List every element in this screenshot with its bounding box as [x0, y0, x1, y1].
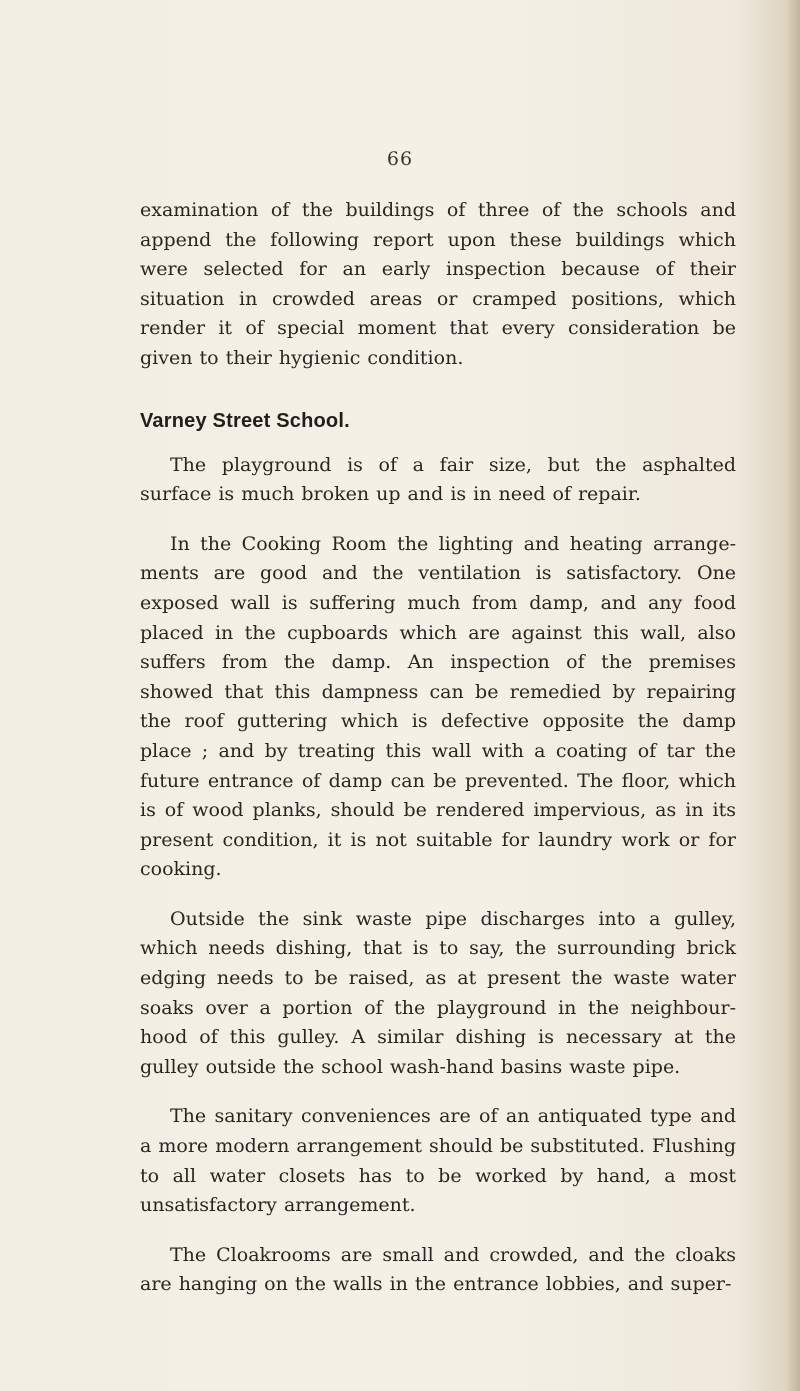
page-number: 66 — [386, 148, 414, 170]
paragraph-gap — [140, 1221, 736, 1241]
paragraph-sanitary: The sanitary conveniences are of an antiquated type and a more modern arrangement should be substituted. Flushing to all water closets has to be worked by hand, a most unsatisfactory arrangement. — [140, 1105, 736, 1217]
paragraph-gap — [140, 510, 736, 530]
paragraph-playground: The playground is of a fair size, but the asphalted surface is much broken up and is in need of repair. — [140, 453, 736, 506]
section-heading: Varney Street School. — [140, 409, 350, 432]
intro-paragraph: examination of the buildings of three of the schools and append the following report upon these buildings which were selected for an early inspection because of their situation in crowded areas or cramped positions, which render it of special moment that every consideration be given to their hygienic condition. — [140, 199, 736, 369]
page-body — [140, 196, 736, 1300]
paragraph-sink-waste: Outside the sink waste pipe discharges into a gulley, which needs dishing, that is to say, the surrounding brick edging needs to be raised, as at present the waste water soaks over a portion of the playground in the neighbour-hood of this gulley. A similar dishing is necessary at the gulley outside the school wash-hand basins waste pipe. — [140, 907, 736, 1078]
paragraph-cloakrooms: The Cloakrooms are small and crowded, and the cloaks are hanging on the walls in the entrance lobbies, and super- — [140, 1243, 736, 1296]
page-edge-shadow — [786, 0, 800, 1391]
paragraph-cooking-room: In the Cooking Room the lighting and heating arrange-ments are good and the ventilation is satisfactory. One exposed wall is suffering much from damp, and any food placed in the cupboards which are against this wall, also suffers from the damp. An inspection of the premises showed that this dampness can be remedied by repairing the roof guttering which is defective opposite the damp place ; and by treating this wall with a coating of tar the future entrance of damp can be prevented. The floor, which is of wood planks, should be rendered impervious, as in its present condition, it is not suitable for laundry work or for cooking. — [140, 532, 736, 881]
paragraph-gap — [140, 1082, 736, 1102]
paragraph-gap — [140, 885, 736, 905]
